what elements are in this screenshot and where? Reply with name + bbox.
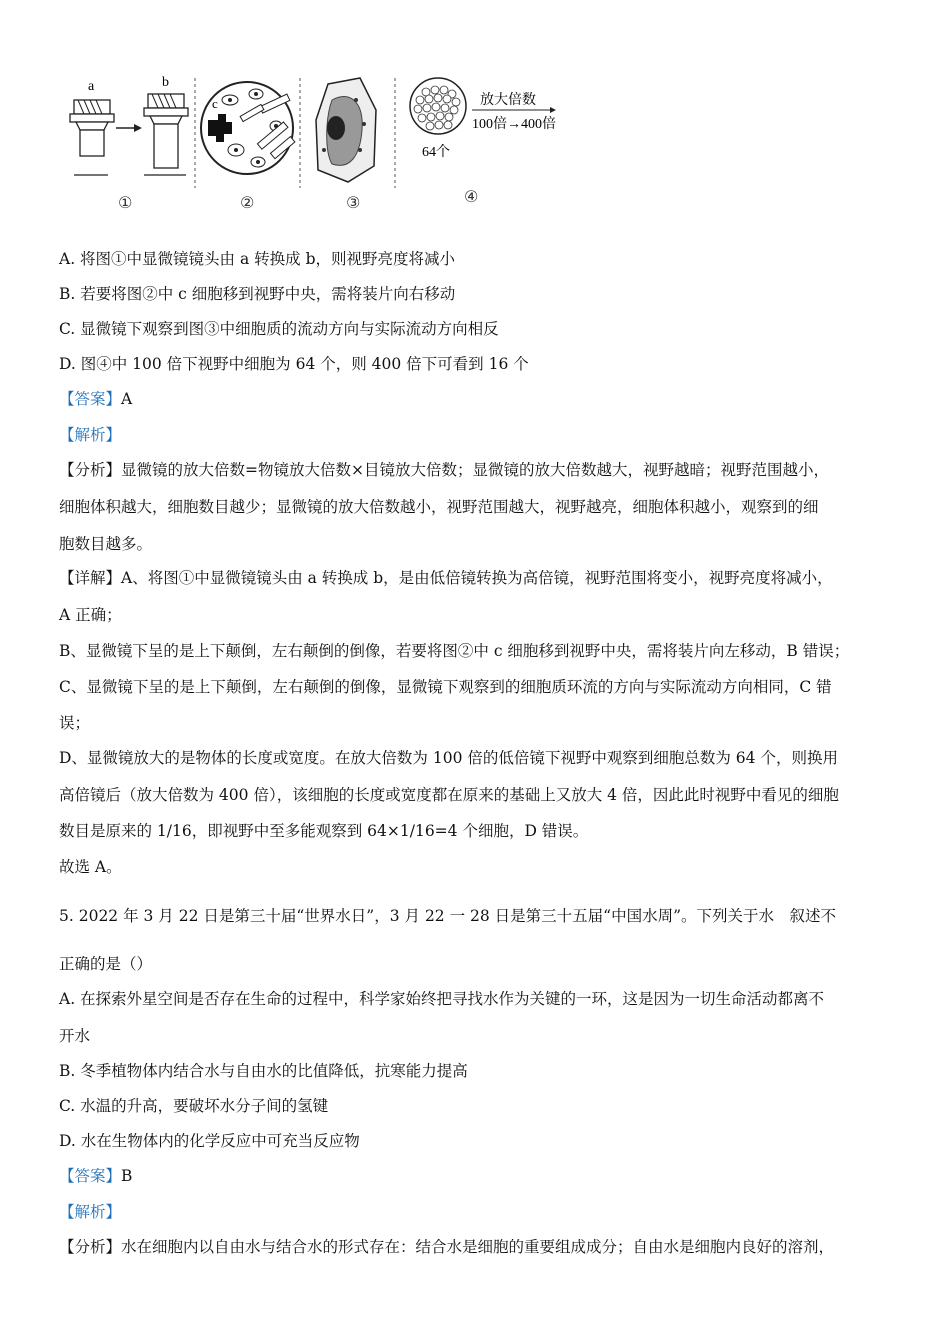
q4-option-d: D. 图④中 100 倍下视野中细胞为 64 个，则 400 倍下可看到 16 个 (59, 355, 529, 373)
caption-2: ② (240, 193, 255, 212)
q5-option-a-line-2: 开水 (59, 1027, 91, 1045)
q5-fenxi-line-1 (59, 1235, 834, 1259)
objective-lens-a (70, 100, 114, 175)
caption-1: ① (118, 193, 133, 212)
fenxi-tag: 【分析】 (59, 461, 122, 479)
cell-count: 64个 (422, 145, 450, 160)
q4-fenxi-line-3: 胞数目越多。 (59, 535, 153, 553)
q5-option-d: D. 水在生物体内的化学反应中可充当反应物 (59, 1132, 360, 1150)
caption-4: ④ (464, 187, 479, 206)
q4-conclusion: 故选 A。 (59, 858, 122, 876)
magnification-change: 100倍→400倍 (472, 117, 556, 132)
q5-stem-line-1: 5. 2022 年 3 月 22 日是第三十届“世界水日”，3 月 22 一 28 日是第三十五届“中国水周”。下列关于水 叙述不 (59, 907, 837, 925)
q4-answer (59, 387, 132, 411)
q4-fenxi-line-2: 细胞体积越大，细胞数目越少；显微镜的放大倍数越小，视野范围越大，视野越亮，细胞体积越小，观察到的细 (59, 498, 819, 516)
fenxi-tag: 【分析】 (59, 1238, 122, 1256)
plant-cell (316, 78, 376, 182)
objective-lens-b (144, 94, 188, 175)
arrow-icon (116, 124, 142, 132)
q5-option-c: C. 水温的升高，要破坏水分子间的氢键 (59, 1097, 329, 1115)
q4-option-a: A. 将图①中显微镜镜头由 a 转换成 b，则视野亮度将减小 (59, 250, 455, 268)
q4-xiangjie-line-1 (59, 566, 833, 590)
q4-option-b: B. 若要将图②中 c 细胞移到视野中央，需将装片向右移动 (59, 285, 456, 303)
microscope-figure (60, 70, 600, 220)
q4-option-c: C. 显微镜下观察到图③中细胞质的流动方向与实际流动方向相反 (59, 320, 499, 338)
label-a: a (88, 79, 95, 94)
q4-xiangjie-line-7: 高倍镜后（放大倍数为 400 倍），该细胞的长度或宽度都在原来的基础上又放大 4 倍，因此此时视野中看见的细胞 (59, 786, 839, 804)
q4-xiangjie-line-3: B、显微镜下呈的是上下颠倒，左右颠倒的倒像，若要将图②中 c 细胞移到视野中央，需将装片向左移动，B 错误； (59, 642, 850, 660)
magnification-title: 放大倍数 (480, 93, 536, 108)
jiexi-tag: 【解析】 (59, 1203, 122, 1221)
q4-xiangjie-line-2: A 正确； (59, 606, 122, 624)
answer-value: A (121, 390, 133, 408)
xiangjie-tag: 【详解】 (59, 569, 122, 587)
q4-jiexi (59, 423, 121, 447)
label-b: b (162, 75, 169, 90)
cell-cluster-circle (410, 78, 466, 134)
answer-tag: 【答案】 (59, 390, 122, 408)
q4-xiangjie-line-8: 数目是原来的 1/16，即视野中至多能观察到 64×1/16=4 个细胞，D 错误。 (59, 822, 589, 840)
jiexi-tag: 【解析】 (59, 426, 122, 444)
caption-3: ③ (346, 193, 361, 212)
figure-svg (60, 70, 600, 220)
label-c: c (212, 96, 218, 111)
arrow-head-icon (550, 107, 556, 113)
xiangjie-text: A、将图①中显微镜镜头由 a 转换成 b，是由低倍镜转换为高倍镜，视野范围将变小，视野亮度将减小， (121, 569, 833, 587)
q5-answer (59, 1164, 132, 1188)
q5-stem-line-2: 正确的是（） (59, 955, 153, 973)
q4-xiangjie-line-5: 误； (59, 714, 91, 732)
q5-option-b: B. 冬季植物体内结合水与自由水的比值降低，抗寒能力提高 (59, 1062, 468, 1080)
q4-xiangjie-line-4: C、显微镜下呈的是上下颠倒，左右颠倒的倒像，显微镜下观察到的细胞质环流的方向与实际流动方向相同，C 错 (59, 678, 832, 696)
answer-value: B (121, 1167, 133, 1185)
q4-xiangjie-line-6: D、显微镜放大的是物体的长度或宽度。在放大倍数为 100 倍的低倍镜下视野中观察到细胞总数为 64 个，则换用 (59, 749, 838, 767)
q4-fenxi-line-1 (59, 458, 829, 482)
fenxi-text: 水在细胞内以自由水与结合水的形式存在：结合水是细胞的重要组成成分；自由水是细胞内良好的溶剂， (121, 1238, 835, 1256)
fenxi-text: 显微镜的放大倍数=物镜放大倍数×目镜放大倍数；显微镜的放大倍数越大，视野越暗；视野范围越小， (121, 461, 829, 479)
q5-jiexi (59, 1200, 121, 1224)
answer-tag: 【答案】 (59, 1167, 122, 1185)
q5-option-a-line-1: A. 在探索外星空间是否存在生命的过程中，科学家始终把寻找水作为关键的一环，这是因为一切生命活动都离不 (59, 990, 825, 1008)
